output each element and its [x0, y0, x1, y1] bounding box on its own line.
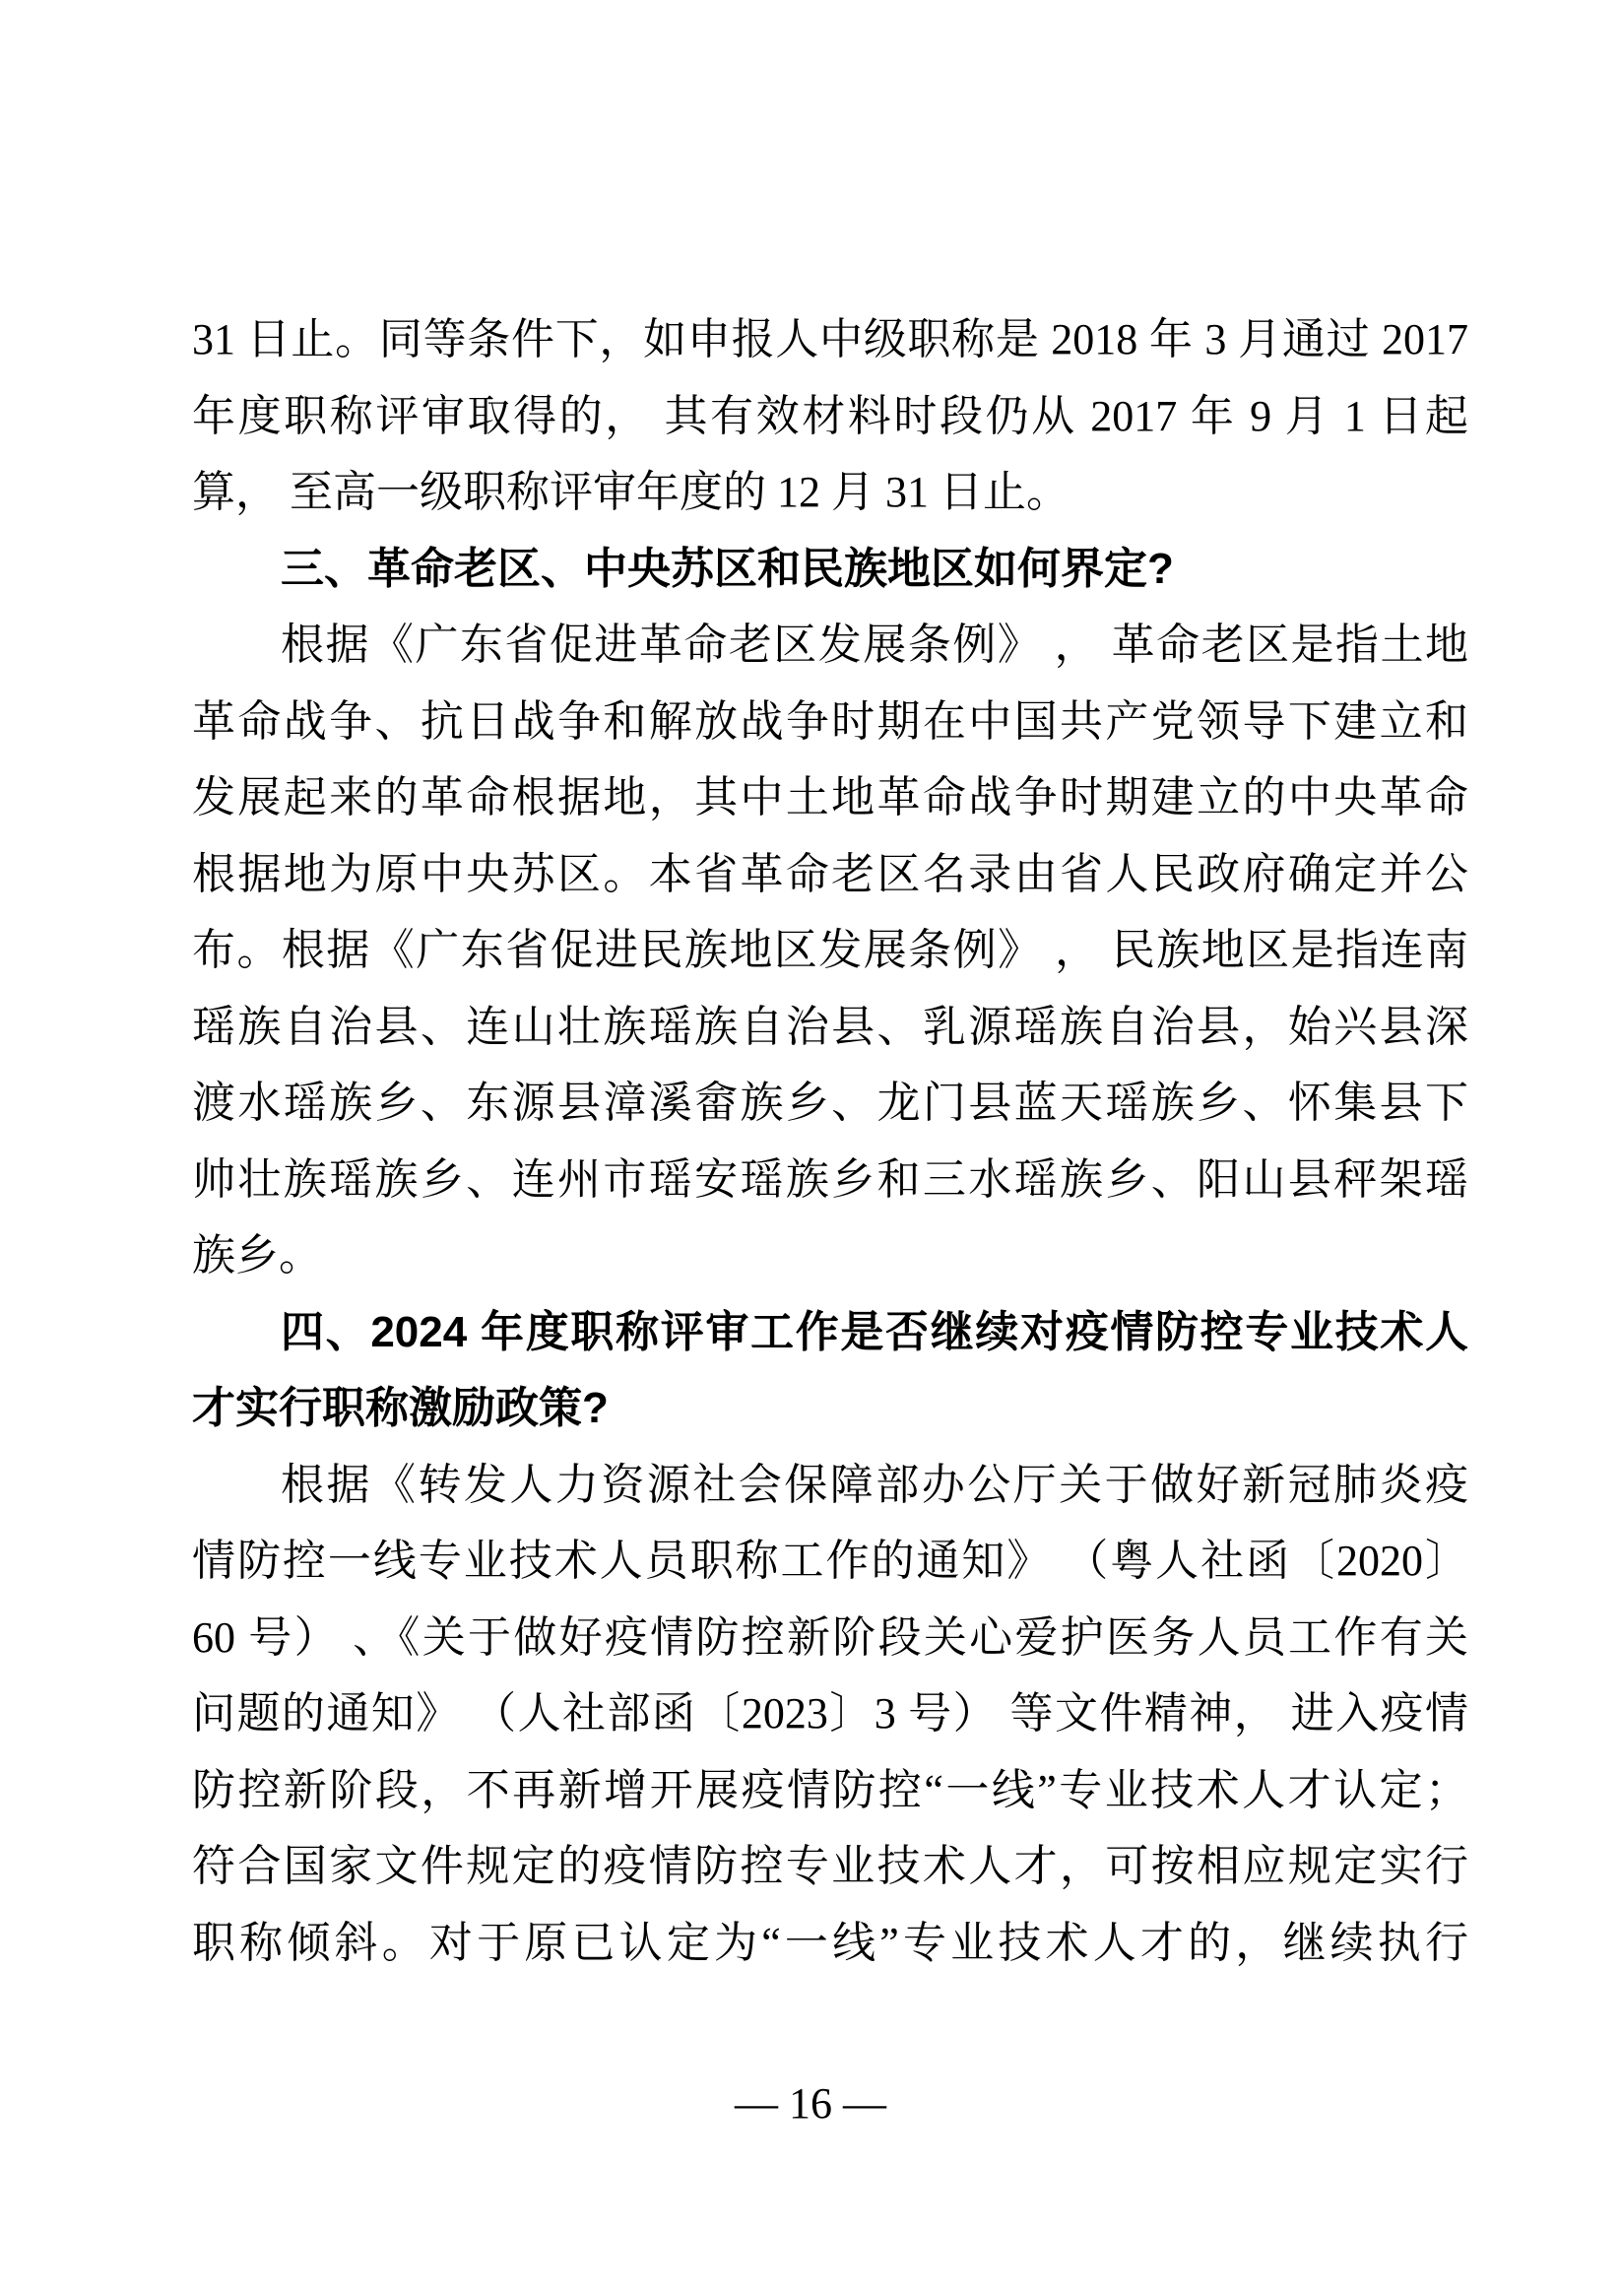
text-line: 根据《广东省促进革命老区发展条例》 ， 革命老区是指土地 [281, 621, 1468, 669]
text-line: 根据地为原中央苏区。本省革命老区名录由省人民政府确定并公 [192, 849, 1468, 898]
text-line: 60 号） 、《关于做好疫情防控新阶段关心爱护医务人员工作有关 [192, 1612, 1468, 1662]
text-line: 渡水瑶族乡、东源县漳溪畲族乡、龙门县蓝天瑶族乡、怀集县下 [192, 1079, 1468, 1127]
section-heading-4-line-2: 才实行职称激励政策? [192, 1384, 609, 1432]
text-line: 帅壮族瑶族乡、连州市瑶安瑶族乡和三水瑶族乡、阳山县秤架瑶 [192, 1154, 1468, 1204]
text-line: 发展起来的革命根据地，其中土地革命战争时期建立的中央革命 [192, 773, 1468, 821]
text-line: 职称倾斜。对于原已认定为“一线”专业技术人才的，继续执行 [192, 1918, 1468, 1967]
text-line: 算， 至高一级职称评审年度的 12 月 31 日止。 [192, 468, 1070, 516]
text-line: 防控新阶段，不再新增开展疫情防控“一线”专业技术人才认定； [192, 1765, 1468, 1814]
text-line: 年度职称评审取得的， 其有效材料时段仍从 2017 年 9 月 1 日起 [192, 391, 1468, 440]
text-line: 根据《转发人力资源社会保障部办公厅关于做好新冠肺炎疫 [281, 1460, 1468, 1509]
text-line: 族乡。 [192, 1231, 322, 1279]
text-line: 问题的通知》 （人社部函〔2023〕3 号） 等文件精神， 进入疫情 [192, 1689, 1468, 1738]
text-line: 31 日止。同等条件下，如申报人中级职称是 2018 年 3 月通过 2017 [192, 315, 1468, 363]
section-heading-3: 三、革命老区、中央苏区和民族地区如何界定? [281, 544, 1174, 593]
text-line: 布。根据《广东省促进民族地区发展条例》 ， 民族地区是指连南 [192, 926, 1468, 974]
text-line: 符合国家文件规定的疫情防控专业技术人才，可按相应规定实行 [192, 1842, 1468, 1890]
text-line: 情防控一线专业技术人员职称工作的通知》 （粤人社函〔2020〕 [192, 1537, 1468, 1585]
text-line: 瑶族自治县、连山壮族瑶族自治县、乳源瑶族自治县，始兴县深 [192, 1002, 1468, 1051]
page-number: — 16 — [735, 2079, 886, 2128]
text-line: 革命战争、抗日战争和解放战争时期在中国共产党领导下建立和 [192, 696, 1468, 746]
section-heading-4-line-1: 四、2024 年度职称评审工作是否继续对疫情防控专业技术人 [281, 1307, 1468, 1356]
page-content [192, 301, 1468, 1981]
